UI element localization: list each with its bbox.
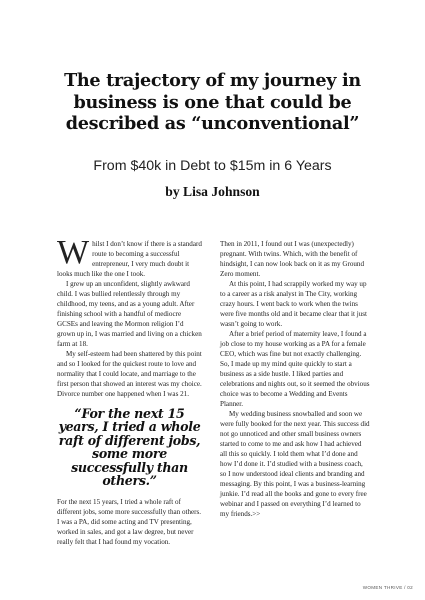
article-subtitle: From $40k in Debt to $15m in 6 Years [93,158,332,174]
body-paragraph: At this point, I had scrappily worked my way up to a career as a risk analyst in The City, working crazy hours. I went back to work when the twins were five months old and it became clear that it just wasn’t going to work. [220,280,367,328]
body-paragraph: My self-esteem had been shattered by this point and so I looked for the quickest route to love and normality that I could locate, and marriage to the first person that showed an interest was my choice. Divorce number one happened when I was 21. [57,350,202,398]
drop-cap: W [57,234,90,271]
body-paragraph: After a brief period of maternity leave, I found a job close to my house working as a PA for a female CEO, which was fine but not exactly challenging. So, I made up my mind quite quickly to start a business as a side hustle. I liked parties and celebrations and nights out, so it seemed the obvious choice was to become a Wedding and Events Planner. [220,330,370,408]
page-footer: WOMEN THRIVE / 02 [362,585,413,590]
body-column-left [57,234,202,547]
body-paragraph [57,234,202,279]
body-paragraph: My wedding business snowballed and soon we were fully booked for the next year. This success did not go unnoticed and other small business owners started to come to me and ask how I had achieved all this so quickly. I told them what I’d done and how I’d done it. I’d studied with a business coach, so I now understood ideal clients and branding and messaging. By this point, I was a business-learning junkie. I’d read all the books and gone to every free webinar and I passed on everything I’d learned to my friends.>> [220,410,370,518]
article-headline: The trajectory of my journey in business is one that could be described as “unconventional” [64,70,361,134]
body-paragraph: For the next 15 years, I tried a whole raft of different jobs, some more successfully than others. I was a PA, did some acting and TV presenting, worked in sales, and got a law degree, but never really felt that I had found my vocation. [57,498,202,547]
body-paragraph: Then in 2011, I found out I was (unexpectedly) pregnant. With twins. Which, with the benefit of hindsight, I can now look back on it as my Ground Zero moment. [220,240,365,278]
pull-quote: “For the next 15 years, I tried a whole raft of different jobs, some more successfully than others.” [58,406,201,489]
article-byline: by Lisa Johnson [165,184,260,199]
body-paragraph: I grew up an unconfident, slightly awkward child. I was bullied relentlessly through my childhood, my teens, and as a young adult. After finishing school with a handful of mediocre GCSEs and leaving the Mormon religion I’d grown up in, I was married and living on a chicken farm at 18. [57,280,202,348]
paragraph-text: hilst I don’t know if there is a standard route to becoming a successful entrepreneur, I very much doubt it looks much like the one I took. [57,240,202,278]
body-column-right [220,239,370,519]
